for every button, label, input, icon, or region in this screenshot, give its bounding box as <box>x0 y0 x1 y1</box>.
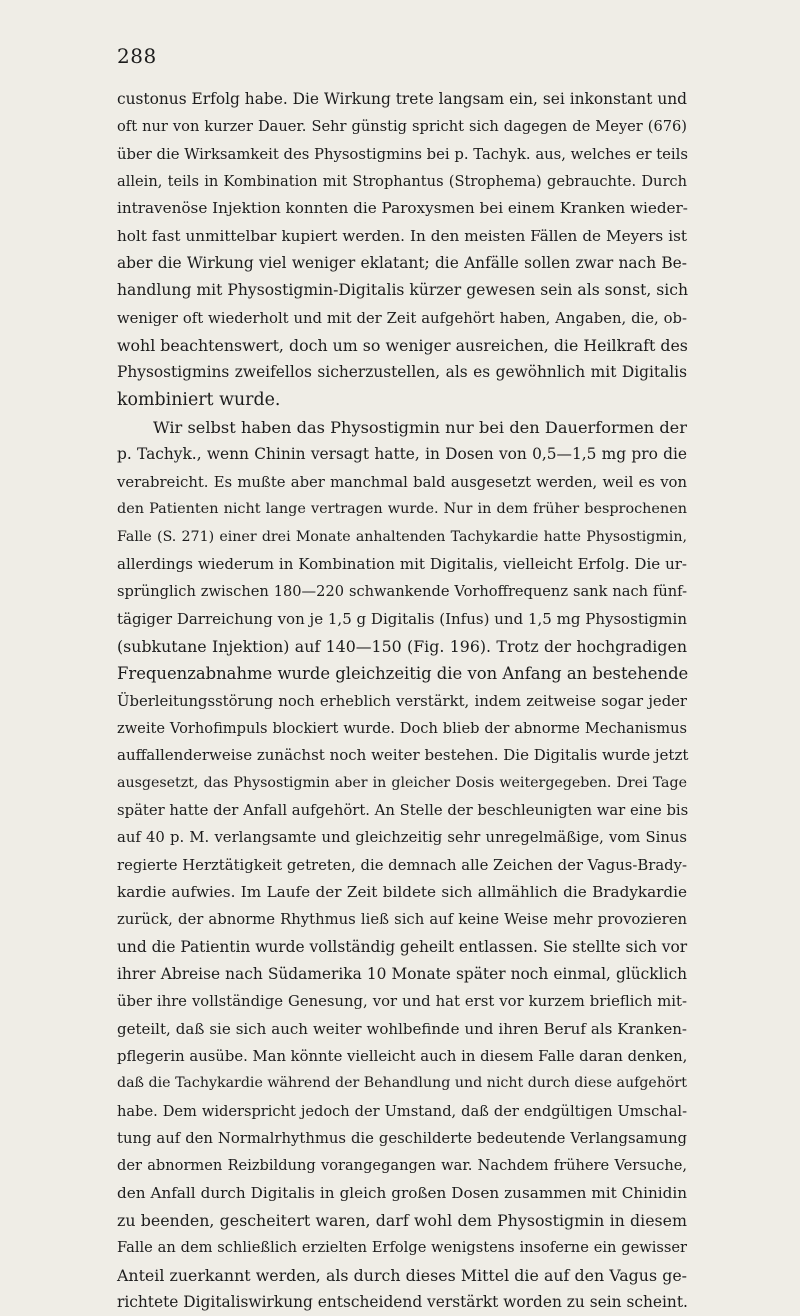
text-line: holt fast unmittelbar kupiert werden. In den meisten Fällen de Meyers ist <box>117 226 687 245</box>
text-line: kombiniert wurde. <box>117 389 281 410</box>
text-line: custonus Erfolg habe. Die Wirkung trete langsam ein, sei inkonstant und <box>117 90 687 108</box>
text-line: sprünglich zwischen 180—220 schwankende Vorhoffrequenz sank nach fünf- <box>117 583 687 601</box>
text-line: handlung mit Physostigmin-Digitalis kürzer gewesen sein als sonst, sich <box>117 281 689 300</box>
text-line: weniger oft wiederholt und mit der Zeit aufgehört haben, Angaben, die, ob- <box>117 309 687 327</box>
text-line: habe. Dem widerspricht jedoch der Umstand, daß der endgültigen Umschal- <box>117 1102 687 1120</box>
text-line: der abnormen Reizbildung vorangegangen war. Nachdem frühere Versuche, <box>117 1157 687 1175</box>
text-line: Physostigmins zweifellos sicherzustellen, als es gewöhnlich mit Digitalis <box>117 363 687 382</box>
text-line: zu beenden, gescheitert waren, darf wohl dem Physostigmin in diesem <box>117 1211 687 1231</box>
text-line: und die Patientin wurde vollständig geheilt entlassen. Sie stellte sich vor <box>117 937 688 956</box>
text-line: wohl beachtenswert, doch um so weniger ausreichen, die Heilkraft des <box>117 336 688 356</box>
text-line: intravenöse Injektion konnten die Paroxysmen bei einem Kranken wieder- <box>117 199 688 218</box>
text-line: ausgesetzt, das Physostigmin aber in gleicher Dosis weitergegeben. Drei Tage <box>117 774 687 791</box>
text-line: auf 40 p. M. verlangsamte und gleichzeitig sehr unregelmäßige, vom Sinus <box>117 829 687 847</box>
text-line: zurück, der abnorme Rhythmus ließ sich auf keine Weise mehr provozieren <box>117 911 687 929</box>
text-line: allerdings wiederum in Kombination mit Digitalis, vielleicht Erfolg. Die ur- <box>117 554 687 573</box>
text-line: über die Wirksamkeit des Physostigmins bei p. Tachyk. aus, welches er teils <box>117 145 688 163</box>
text-line: verabreicht. Es mußte aber manchmal bald ausgesetzt werden, weil es von <box>117 473 687 491</box>
text-line: Wir selbst haben das Physostigmin nur bei den Dauerformen der <box>153 418 687 438</box>
text-line: aber die Wirkung viel weniger eklatant; die Anfälle sollen zwar nach Be- <box>117 254 687 273</box>
text-line: auffallenderweise zunächst noch weiter bestehen. Die Digitalis wurde jetzt <box>117 746 689 765</box>
text-line: allein, teils in Kombination mit Strophantus (Strophema) gebrauchte. Durch <box>117 173 687 191</box>
text-line: pflegerin ausübe. Man könnte vielleicht auch in diesem Falle daran denken, <box>117 1048 688 1066</box>
text-line: Anteil zuerkannt werden, als durch dieses Mittel die auf den Vagus ge- <box>117 1265 687 1285</box>
text-line: Falle (S. 271) einer drei Monate anhaltenden Tachykardie hatte Physostigmin, <box>117 528 687 545</box>
text-line: über ihre vollständige Genesung, vor und hat erst vor kurzem brieflich mit- <box>117 993 687 1011</box>
text-line: regierte Herztätigkeit getreten, die demnach alle Zeichen der Vagus-Brady- <box>117 856 687 874</box>
text-line: den Anfall durch Digitalis in gleich großen Dosen zusammen mit Chinidin <box>117 1183 687 1202</box>
text-line: tägiger Darreichung von je 1,5 g Digitalis (Infus) und 1,5 mg Physostigmin <box>117 609 687 628</box>
text-line: zweite Vorhofimpuls blockiert wurde. Doch blieb der abnorme Mechanismus <box>117 719 687 737</box>
text-line: den Patienten nicht lange vertragen wurde. Nur in dem früher besprochenen <box>117 501 687 518</box>
text-line: Frequenzabnahme wurde gleichzeitig die von Anfang an bestehende <box>117 664 689 684</box>
text-line: daß die Tachykardie während der Behandlung und nicht durch diese aufgehört <box>117 1075 687 1092</box>
text-line: oft nur von kurzer Dauer. Sehr günstig spricht sich dagegen de Meyer (676) <box>117 118 687 136</box>
text-line: p. Tachyk., wenn Chinin versagt hatte, in Dosen von 0,5—1,5 mg pro die <box>117 445 687 464</box>
text-line: (subkutane Injektion) auf 140—150 (Fig. 196). Trotz der hochgradigen <box>117 636 687 656</box>
text-line: geteilt, daß sie sich auch weiter wohlbefinde und ihren Beruf als Kranken- <box>117 1019 687 1038</box>
text-line: später hatte der Anfall aufgehört. An Stelle der beschleunigten war eine bis <box>117 801 689 819</box>
page-number: 288 <box>117 44 157 68</box>
text-line: ihrer Abreise nach Südamerika 10 Monate später noch einmal, glücklich <box>117 965 687 983</box>
text-line: tung auf den Normalrhythmus die geschilderte bedeutende Verlangsamung <box>117 1130 687 1148</box>
text-line: Falle an dem schließlich erzielten Erfolge wenigstens insoferne ein gewisser <box>117 1239 687 1257</box>
text-line: richtete Digitaliswirkung entscheidend verstärkt worden zu sein scheint. <box>117 1293 688 1312</box>
text-line: Überleitungsstörung noch erheblich verstärkt, indem zeitweise sogar jeder <box>117 692 687 710</box>
body-text <box>117 86 687 1316</box>
text-line: kardie aufwies. Im Laufe der Zeit bildete sich allmählich die Bradykardie <box>117 882 687 901</box>
